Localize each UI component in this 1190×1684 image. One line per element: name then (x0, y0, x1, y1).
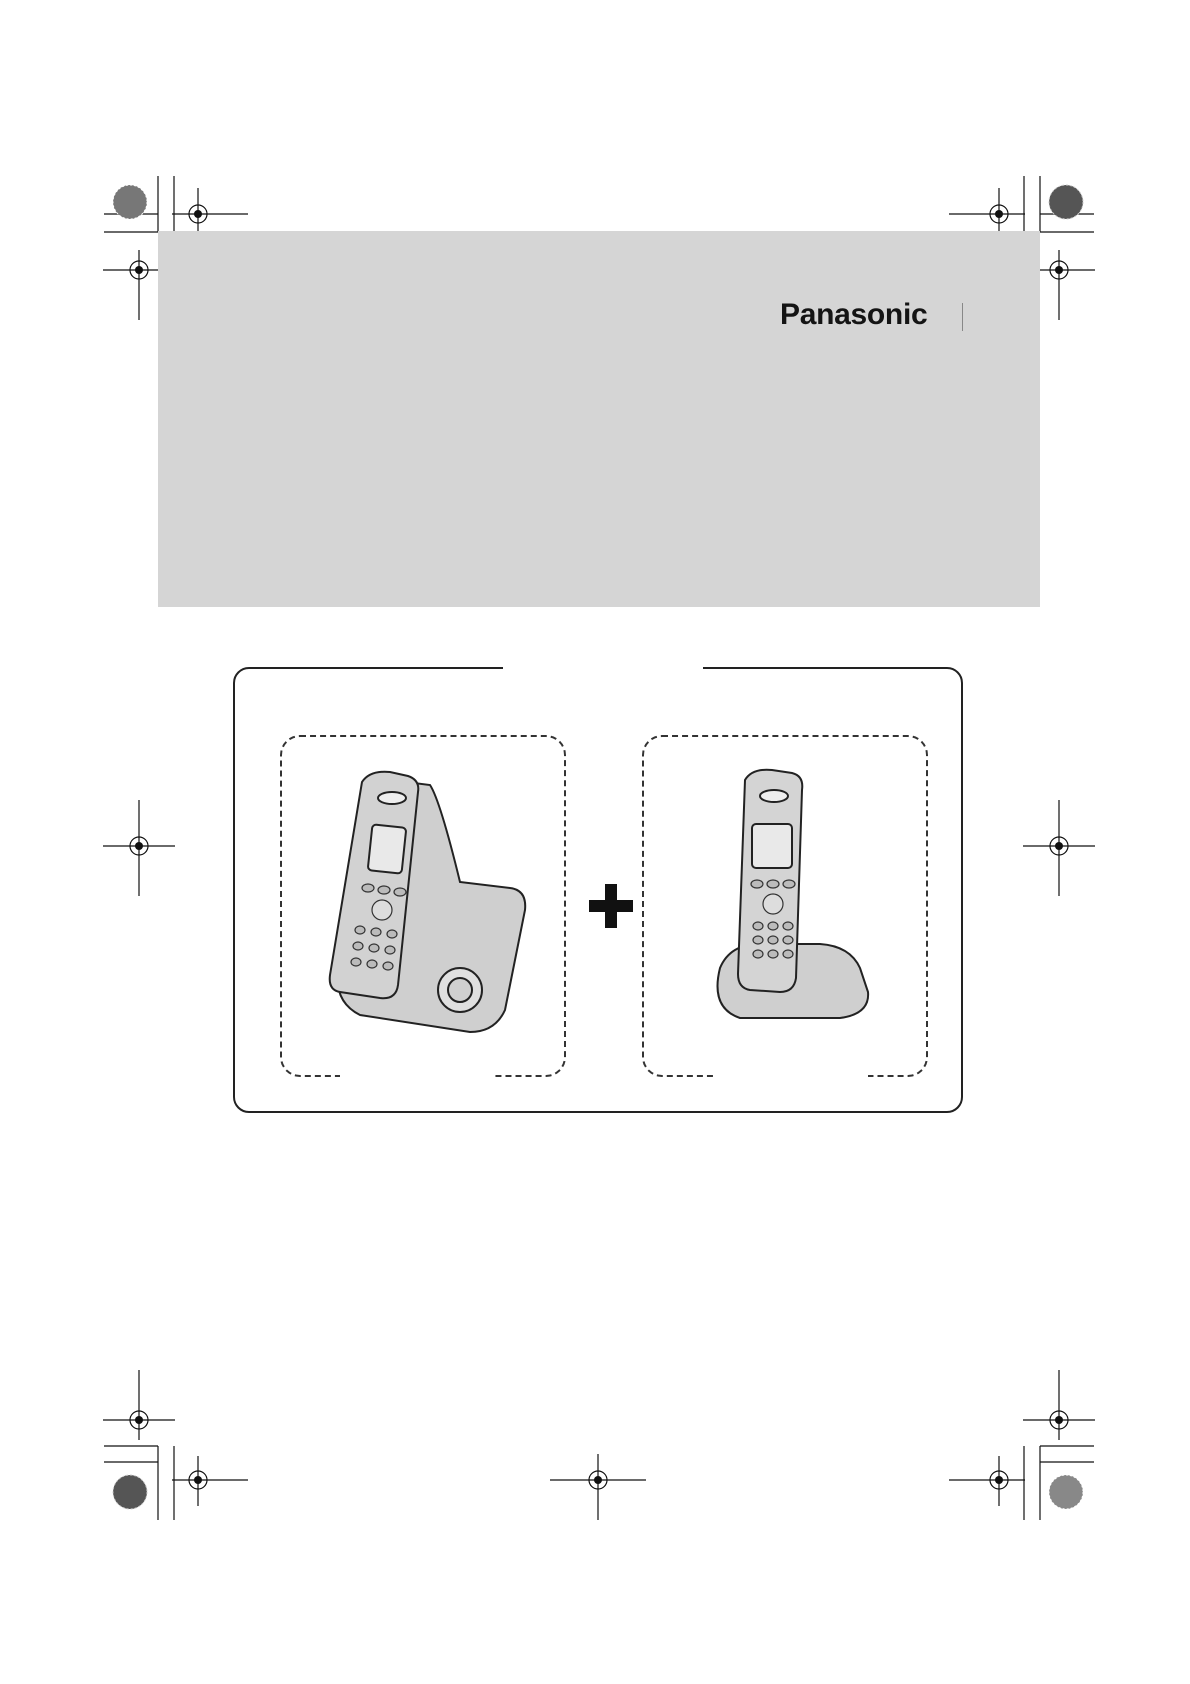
box-title-gap (503, 660, 703, 674)
plus-icon (585, 880, 637, 932)
phone-with-charger-icon (700, 768, 880, 1028)
logo-divider (962, 303, 963, 331)
header-band (158, 231, 1040, 607)
brand-logo: Panasonic (780, 298, 928, 331)
phone-with-base-icon (320, 770, 540, 1040)
left-caption-gap (340, 1070, 492, 1080)
right-caption-gap (716, 1070, 868, 1080)
